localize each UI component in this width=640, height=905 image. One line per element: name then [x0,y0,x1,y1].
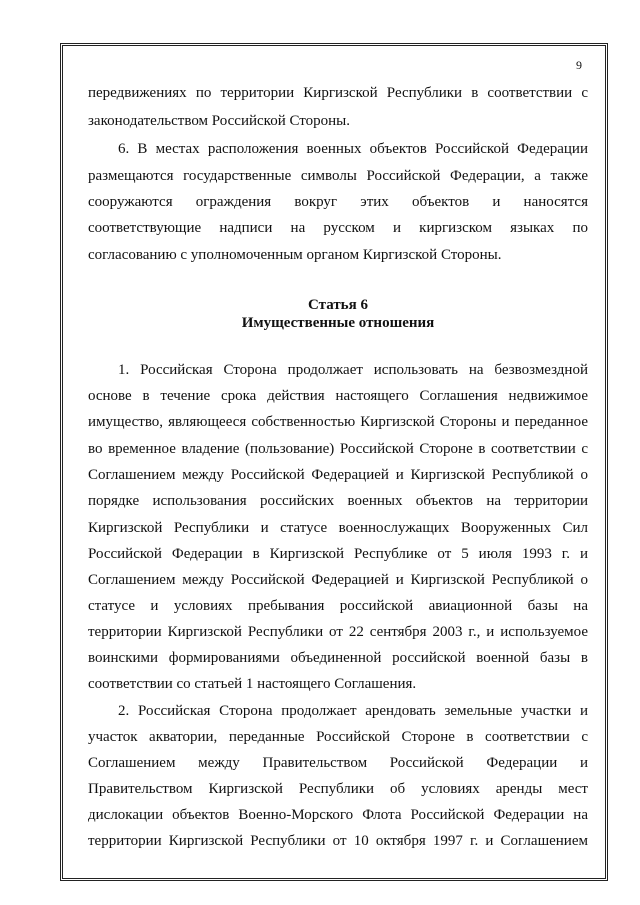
text-line: 2. Российская Сторона продолжает арендовать земельные участки и [118,703,588,719]
text-line: территории Киргизской Республики от 22 сентября 2003 г., и используемое [88,624,588,640]
text-line: дислокации объектов Военно-Морского Флота Российской Федерации на [88,807,588,823]
text-line: Российской Федерации в Киргизской Республике от 5 июля 1993 г. и [88,546,588,562]
text-line: соответствующие надписи на русском и киргизском языках по [88,220,588,236]
text-line: участок акватории, переданные Российской Стороне в соответствии с [88,729,588,745]
article-title: Имущественные отношения [241,315,435,331]
text-line: 6. В местах расположения военных объектов Российской Федерации [118,141,588,157]
text-line: основе в течение срока действия настоящего Соглашения недвижимое [88,388,588,404]
text-line: Соглашением между Российской Федерацией и Киргизской Республикой о [88,572,588,588]
text-line: соответствии со статьей 1 настоящего Соглашения. [88,676,417,692]
text-line: размещаются государственные символы Российской Федерации, а также [88,168,588,184]
text-line: имущество, являющееся собственностью Киргизской Стороны и переданное [88,414,588,430]
text-line: статусе и условиях пребывания российской авиационной базы на [88,598,588,614]
text-line: 1. Российская Сторона продолжает использовать на безвозмездной [118,362,588,378]
text-line: воинскими формированиями объединенной российской военной базы в [88,650,588,666]
text-line: Соглашением между Российской Федерацией и Киргизской Республикой о [88,467,588,483]
text-line: Правительством Киргизской Республики об условиях аренды мест [88,781,588,797]
page-number: 9 [576,58,582,72]
text-line: законодательством Российской Стороны. [88,113,350,129]
text-line: территории Киргизской Республики от 10 октября 1997 г. и Соглашением [88,833,588,849]
text-line: порядке использования российских военных объектов на территории [88,493,588,509]
text-line: во временное владение (пользование) Российской Стороне в соответствии с [88,441,588,457]
text-line: согласованию с уполномоченным органом Киргизской Стороны. [88,247,502,263]
text-line: передвижениях по территории Киргизской Республики в соответствии с [88,85,588,101]
article-number: Статья 6 [308,297,368,313]
text-line: Соглашением между Правительством Российской Федерации и [88,755,588,771]
text-line: Киргизской Республики и статусе военнослужащих Вооруженных Сил [88,520,588,536]
text-line: сооружаются ограждения вокруг этих объектов и наносятся [88,194,588,210]
